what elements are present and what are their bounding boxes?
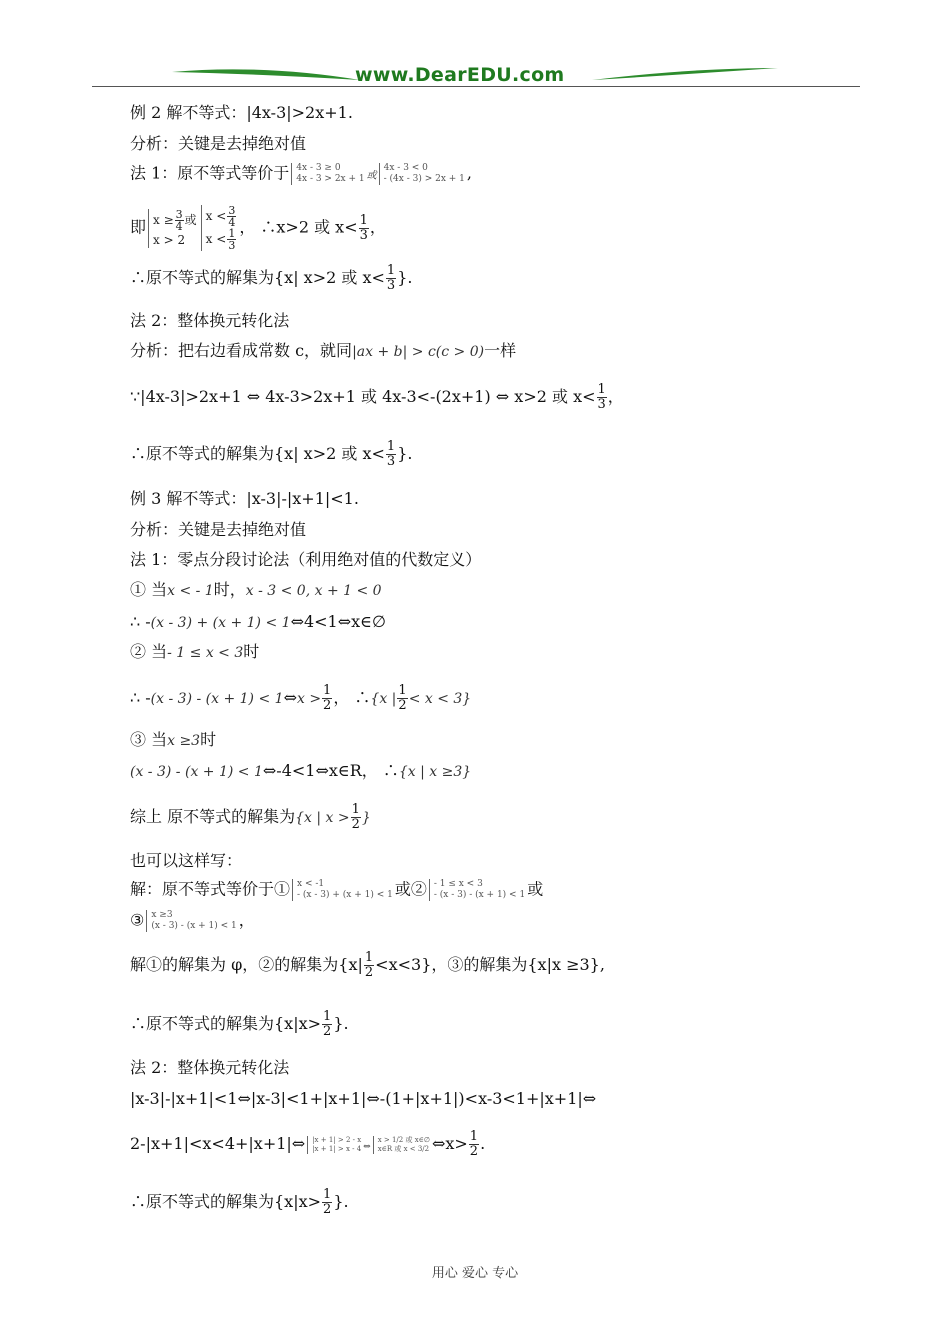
system-3 (148, 209, 197, 248)
system-2 (379, 163, 465, 185)
method2-title: 法 2：整体换元转化法 (130, 311, 290, 330)
solution-set-4: ∴原不等式的解集为{x|x> $\frac{1}{2}$ }. (130, 1187, 349, 1217)
analysis-2: 分析：把右边看成常数 c，就同|ax + b| > c(c > 0)一样 (130, 341, 517, 360)
fraction-one-third: $\frac{1}{3}$ (359, 212, 368, 243)
system-1 (291, 163, 364, 185)
comma: , (466, 163, 472, 183)
alternative-heading: 也可以这样写： (130, 851, 243, 870)
fraction-one-half: $\frac{1}{2}$ (323, 1187, 332, 1217)
fraction-one-half: $\frac{1}{2}$ (351, 802, 360, 832)
system-abs-2: x > 1/2 或 x∈∅ x∈R 或 x < 3/2 (373, 1136, 430, 1154)
equivalent-label: 即 (130, 217, 147, 237)
system-2-row2: - (4x - 3) > 2x + 1 (383, 174, 465, 184)
case-3-result: (x - 3) - (x + 1) < 1⇔-4<1⇔x∈R， ∴{x | x ≥3} (130, 761, 472, 780)
or-word: 或 (366, 170, 377, 182)
method2b-step2: 2-|x+1|<x<4+|x+1|⇔ |x + 1| > 2 - x |x + 1| > x - 4 ⇔x > 1/2 或 x∈∅ x∈R 或 x < 3/2 ⇔x> $\frac{1}{2}$ . (130, 1129, 486, 1159)
method1-text: 法 1：原不等式等价于 (130, 163, 290, 183)
system-case-2: - 1 ≤ x < 3 - (x - 3) - (x + 1) < 1 (429, 879, 525, 901)
fraction-one-half: $\frac{1}{2}$ (364, 950, 374, 980)
case-3: ③ 当x ≥3时 (130, 730, 217, 749)
solution-set-3: ∴原不等式的解集为{x|x> $\frac{1}{2}$ }. (130, 1009, 349, 1039)
solution-set-1: ∴原不等式的解集为{x| x>2 或 x< $\frac{1}{3}$ }. (130, 263, 413, 293)
method2b-step1: |x-3|-|x+1|<1⇔|x-3|<1+|x+1|⇔-(1+|x+1|)<x-3<1+|x+1|⇔ (130, 1089, 597, 1108)
solution-set-2: ∴原不等式的解集为{x| x>2 或 x< $\frac{1}{3}$ }. (130, 439, 413, 469)
inline-formula: |ax + b| > c(c > 0) (352, 344, 485, 360)
because-line: ∵|4x-3|>2x+1 ⇔ 4x-3>2x+1 或 4x-3<-(2x+1) ⇔ x>2 或 x< $\frac{1}{3}$ ， (130, 382, 624, 412)
example2-title: 例 2 解不等式：|4x-3|>2x+1. (130, 103, 353, 122)
alternative-line-1: 解：原不等式等价于① x < -1 - (x - 3) + (x + 1) < 1 或② - 1 ≤ x < 3 - (x - 3) - (x + 1) < 1 或 (130, 879, 544, 900)
example3-title: 例 3 解不等式：|x-3|-|x+1|<1. (130, 489, 359, 508)
case-1: ① 当x < - 1时，x - 3 < 0, x + 1 < 0 (130, 580, 382, 599)
method2b-title: 法 2：整体换元转化法 (130, 1058, 290, 1077)
system-4 (201, 205, 238, 251)
system-abs-1: |x + 1| > 2 - x |x + 1| > x - 4 (307, 1136, 361, 1154)
system-3-row2: x > 2 (153, 232, 186, 247)
alternative-solutions: 解①的解集为 φ，②的解集为{x| $\frac{1}{2}$ <x<3}，③的解集为{x|x ≥3}, (130, 950, 605, 980)
logo-swoosh-right (592, 66, 778, 84)
result-text: ， ∴x>2 或 x< (239, 217, 358, 237)
fraction-one-third: $\frac{1}{3}$ (597, 382, 606, 412)
case-1-result: ∴ -(x - 3) + (x + 1) < 1⇔4<1⇔x∈∅ (130, 612, 386, 631)
system-4-row2: x < $\frac{1}{3}$ (205, 227, 236, 252)
fraction-one-half: $\frac{1}{2}$ (469, 1129, 479, 1159)
header-rule (92, 86, 860, 87)
logo-swoosh-left (172, 66, 362, 84)
case-2: ② 当- 1 ≤ x < 3时 (130, 642, 260, 661)
fraction-one-half: $\frac{1}{2}$ (323, 1009, 332, 1039)
system-1-row2: 4x - 3 > 2x + 1 (296, 174, 365, 184)
system-1-row1: 4x - 3 ≥ 0 (296, 163, 341, 173)
analysis-3: 分析：关键是去掉绝对值 (130, 520, 307, 539)
summary-line: 综上 原不等式的解集为{x | x > $\frac{1}{2}$ } (130, 802, 371, 832)
footer-slogan: 用心 爱心 专心 (431, 1266, 519, 1281)
system-3-row1: x ≥ $\frac{3}{4}$ 或 (153, 207, 197, 233)
equivalent-line: 即 x ≥ $\frac{3}{4}$ 或 x > 2x < $\frac{3}{4}$ x < $\frac{1}{3}$ ， ∴x>2 或 x< $\frac{1}{3}$ ， (130, 204, 386, 252)
fraction-one-third: $\frac{1}{3}$ (386, 263, 396, 293)
logo-text: www.DearEDU.com (355, 64, 565, 86)
method1-line (130, 163, 472, 187)
analysis-1: 分析：关键是去掉绝对值 (130, 134, 307, 153)
case-2-result: ∴ -(x - 3) - (x + 1) < 1⇔x > $\frac{1}{2}$ ， ∴{x | $\frac{1}{2}$ < x < 3} (130, 683, 472, 713)
fraction-one-half: $\frac{1}{2}$ (323, 683, 332, 713)
fraction-one-half: $\frac{1}{2}$ (398, 683, 407, 713)
system-case-1: x < -1 - (x - 3) + (x + 1) < 1 (292, 879, 393, 901)
method1b-title: 法 1：零点分段讨论法（利用绝对值的代数定义） (130, 550, 482, 569)
alternative-line-2: ③ x ≥3 (x - 3) - (x + 1) < 1 ， (130, 910, 255, 931)
system-2-row1: 4x - 3 < 0 (383, 163, 428, 173)
system-4-row1: x < $\frac{3}{4}$ (205, 204, 236, 229)
fraction-one-third: $\frac{1}{3}$ (386, 439, 396, 469)
system-case-3: x ≥3 (x - 3) - (x + 1) < 1 (146, 910, 236, 932)
